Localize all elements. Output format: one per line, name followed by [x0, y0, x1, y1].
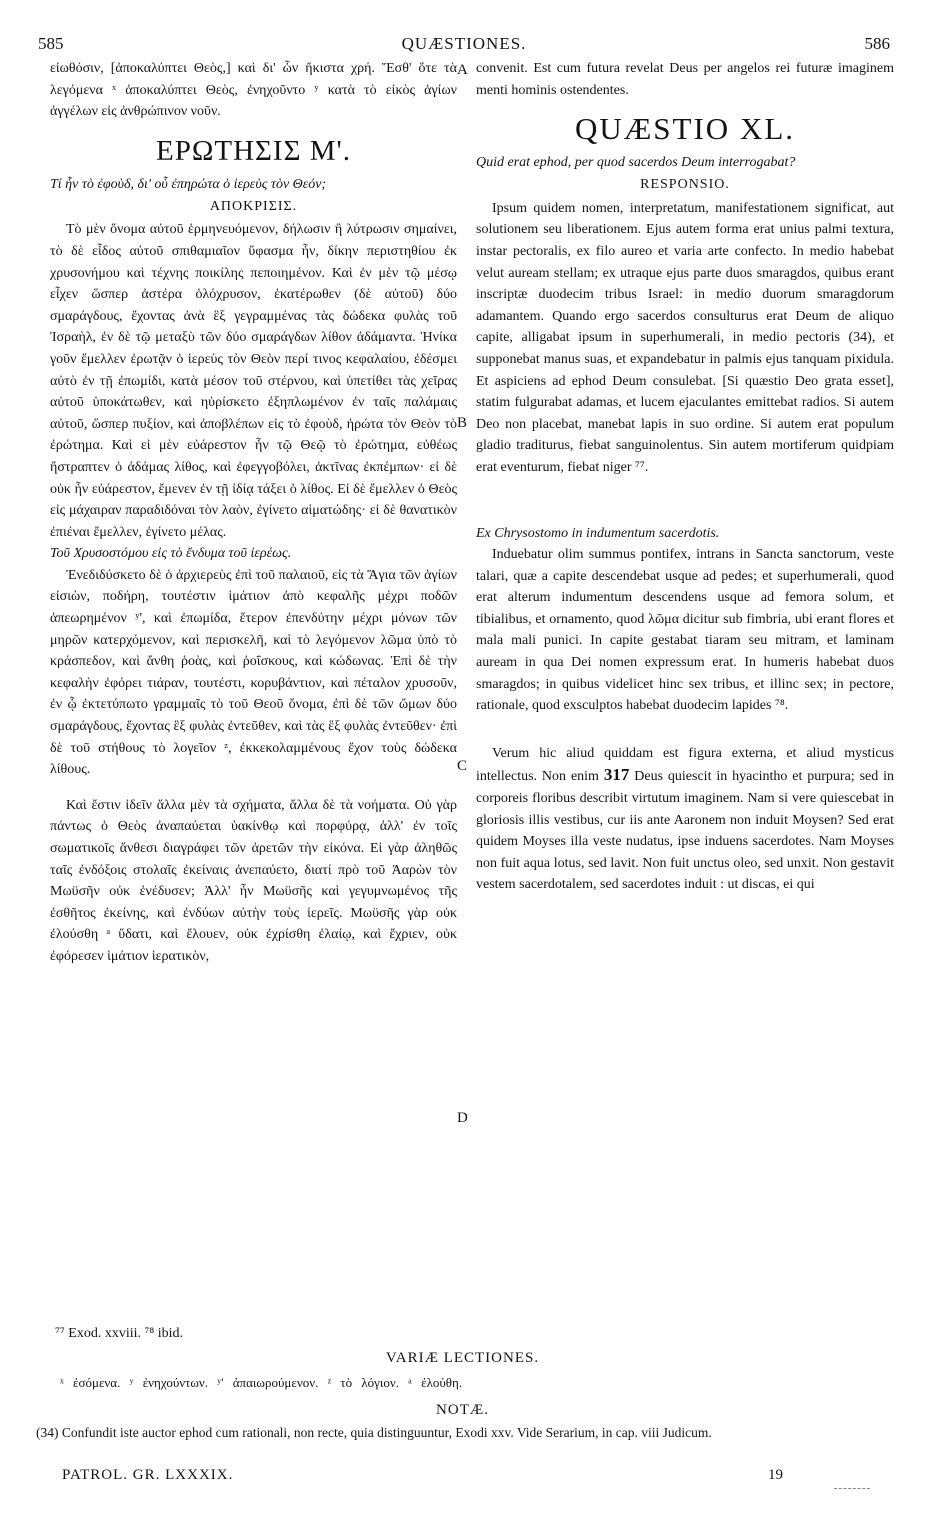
footnotes: ⁷⁷ Exod. xxviii. ⁷⁸ ibid. — [55, 1326, 184, 1341]
greek-column — [50, 58, 457, 968]
page-number-right: 586 — [864, 34, 890, 53]
margin-letter-d: D — [457, 1110, 468, 1126]
greek-question-title: ΕΡΩΤΗΣΙΣ Μ'. — [156, 134, 351, 167]
latin-question-text: Quid erat ephod, per quod sacerdos Deum interrogabat? — [476, 155, 796, 171]
latin-response-heading: RESPONSIO. — [640, 177, 730, 193]
margin-letter-b: B — [457, 415, 468, 431]
latin-chrysostom-heading: Ex Chrysostomo in indumentum sacerdotis. — [476, 525, 720, 541]
latin-final-text-b: Deus quiescit in hyacintho et purpura; sed in corporeis floribus describit virtutum imaginem. Nam si vere quiescebat in gloriosis illis vestibus, cur iis ante Aaronem non induit Moysen? Sed erat quidem Moyses illa veste nudatus, ipse induens sacerdotes. Nam Moyses non fuit aqua lotus, sed lavit. Non fuit unctus oleo, sed unxit. Non gestavit vestem sacerdotalem, sed sacerdotes induit : ut discas, ei qui — [476, 769, 895, 893]
greek-response-heading: ΑΠΟΚΡΙΣΙΣ. — [209, 198, 298, 214]
latin-final-paragraph — [476, 743, 894, 896]
latin-intro-paragraph: convenit. Est cum futura revelat Deus per angelos rei futuræ imaginem menti hominis ostendentes. — [476, 61, 894, 98]
latin-question-title: QUÆSTIO XL. — [574, 111, 796, 147]
latin-final-text-a: Verum hic aliud quiddam est figura externa, et aliud mysticus intellectus. Non enim — [476, 745, 894, 785]
column-number: 317 — [603, 765, 630, 785]
margin-letter-c: C — [457, 758, 468, 774]
latin-response-paragraph: Ipsum quidem nomen, interpretatum, manifestationem significat, aut solutionem seu liberationem. Ejus autem forma erat unius palmi textura, instar pectoralis, ex filo aureo et varia arte confecto. In medio habebat velut auream stellam; ex utraque ejus parte duos smaragdos, quibus erant inscriptæ duodecim tribus Israel: in medio duorum smaragdorum adamantem. Quando ergo sacerdos consulturus erat Deum de aliquo capite, alligabat ipsum in superhumerali, in medio pectoris (34), et supponebat manus suas, et expandebatur in palmis ejus tanquam pixidula. Et aspiciens ad ephod Deum consulebat. [Si quæstio Deo grata esset], statim fulgurabat adamas, et lucem ejaculantes emittebat radios. Si autem Deo non placebat, manebat lapis in suo ordine. Si autem erat populum gladio traditurus, fiebat sanguinolentus. Sin autem mortiferum quidpiam erat eventurum, fiebat niger ⁷⁷. — [476, 200, 894, 475]
greek-intro-paragraph: εἰωθόσιν, [ἀποκαλύπτει Θεὸς,] καὶ δι' ὧν ἤκιστα χρή. Ἔσθ' ὅτε τὰ λεγόμενα ˣ ἀποκαλύπτει Θεὸς, ἐνηχοῦντο ʸ κατὰ τὸ εἰκὸς ἁγίων ἀγγέλων εἰς ἀνθρώπινον νοῦν. — [50, 61, 457, 120]
greek-response-paragraph: Τὸ μὲν ὄνομα αὐτοῦ ἑρμηνευόμενον, δήλωσιν ἢ λύτρωσιν σημαίνει, τὸ δὲ εἶδος αὐτοῦ σπιθαμιαῖον ὕφασμα ἦν, δίκην περιστηθίου ἐκ χρυσονήμου καὶ τέχνης ποικίλης πεποιημένον. Καὶ ἐν μὲν τῷ μέσῳ εἶχεν ὥσπερ ἀστέρα ὁλόχρυσον, ἑκατέρωθεν (δὲ αὐτοῦ) δύο σμαράγδους, ἔχοντας ἀνὰ ἓξ γεγραμμένας τὰς δώδεκα φυλὰς τοῦ Ἰσραὴλ, ἐν δὲ τῷ μεταξὺ τῶν δύο σμαράγδων λίθον ἀδάμαντα. Ἡνίκα γοῦν ἔμελλεν ἐρωτᾷν ὁ ἱερεὺς τὸν Θεὸν περί τινος κεφαλαίου, ἐδέσμει αὐτὸ ἐν τῇ ἐπωμίδι, κατὰ μέσον τοῦ στέρνου, καὶ ὑπετίθει τὰς χεῖρας αὐτοῦ ὑποκάτωθεν, καὶ ηὑρίσκετο ἐξηπλωμένον ἐν ταῖς παλάμαις αὐτοῦ, ὥσπερ πυξίον, καὶ ἀποβλέπων εἰς τὸ ἐφοὺδ, ἠρώτα τὸν Θεὸν τὸ ἐρώτημα. Καὶ εἰ μὲν εὐάρεστον ἦν τῷ Θεῷ τὸ ἐρώτημα, εὐθέως ἤστραπτεν ὁ ἀδάμας λίθος, καὶ ἐφεγγοβόλει, ἀκτῖνας ἐκπέμπων· εἰ δὲ οὐκ ἦν εὐάρεστον, ἔμενεν ἐν τῇ ἰδίᾳ τάξει ὁ λίθος. Εἰ δὲ ἔμελλεν ὁ Θεὸς εἰς μάχαιραν παραδιδόναι τὸν λαὸν, ἐγίνετο αἱματώδης· εἰ δὲ θανατικὸν ἐπιέναι ἔμελλεν, ἐγίνετο μέλας. — [50, 222, 457, 540]
greek-question-text: Τί ἦν τὸ ἐφοὺδ, δι' οὗ ἐπηρώτα ὁ ἱερεὺς τὸν Θεόν; — [50, 176, 327, 192]
signature-rule — [834, 1488, 870, 1489]
notae-title: NOTÆ. — [436, 1402, 489, 1418]
variae-lectiones-title: VARIÆ LECTIONES. — [385, 1350, 540, 1366]
latin-chrysostom-paragraph: Induebatur olim summus pontifex, intrans in Sancta sanctorum, veste talari, quæ a capite descendebat usque ad pedes; et superhumerali, quod erat alterum indumentum descendens usque ad femora solum, et tibialibus, et ornamento, quod λῶμα dicitur sub fimbria, ubi erant flores et mala mali punici. In capite gestabat tiaram seu mitram, et laminam auream in qua Dei nomen expressum erat. In humeris habebat duos smaragdos; in quibus videlicet hinc sex tribus, et illinc sex; in pectore, rationale, quod exsculptos habebat duodecim lapides ⁷⁸. — [476, 547, 894, 714]
signature-number: 19 — [768, 1467, 783, 1483]
greek-chrysostom-paragraph: Ἐνεδιδύσκετο δὲ ὁ ἀρχιερεὺς ἐπὶ τοῦ παλαιοῦ, εἰς τὰ Ἅγια τῶν ἁγίων εἰσιὼν, ποδήρη, τουτέστιν ἱμάτιον ἀπὸ κεφαλῆς μέχρι ποδῶν ἀπεωρημένον ʸ', καὶ ἐπωμίδα, ἕτερον ἐπενδύτην μέχρι μόνων τῶν μηρῶν κατερχόμενον, καὶ περισκελῆ, καὶ τὸ λεγόμενον λῶμα ὑπὸ τὸ κράσπεδον, καὶ ἄνθη ῥοὰς, καὶ ῥοΐσκους, καὶ κώδωνας. Ἐπὶ δὲ τὴν κεφαλὴν ἐφόρει τιάραν, τουτέστι, κορυβάντιον, καὶ πέταλον χρυσοῦν, ἐν ᾧ ἐκτετύπωτο γραμμαῖς τὸ τοῦ Θεοῦ ὄνομα, ἐπὶ δὲ τῶν ὤμων δύο σμαράγδους, ἔχοντας ἓξ φυλὰς ἐντεῦθεν, καὶ τὰς ἓξ φυλὰς ἐντεῦθεν· ἐπὶ δὲ τοῦ στήθους τὸ λογεῖον ᶻ, ἐκκεκολαμμένους ἔχον τοὺς δώδεκα λίθους. — [50, 567, 457, 778]
page-number-left: 585 — [38, 34, 64, 53]
signature-label: PATROL. GR. LXXXIX. — [62, 1467, 234, 1483]
notae-text: (34) Confundit iste auctor ephod cum rationali, non recte, quia distinguuntur, Exodi xxv. Vide Serarium, in cap. viii Judicum. — [36, 1425, 712, 1440]
margin-letter-a: A — [457, 62, 468, 78]
latin-column — [476, 58, 894, 896]
variae-lectiones-list: ˣ ἐσόμενα. ʸ ἐνηχούντων. ʸ' ἀπαιωρούμενον. ᶻ τὸ λόγιον. ᵃ ἐλούθη. — [60, 1375, 463, 1390]
running-head — [38, 34, 890, 58]
greek-final-paragraph: Καὶ ἔστιν ἰδεῖν ἄλλα μὲν τὰ σχήματα, ἄλλα δὲ τὰ νοήματα. Οὐ γὰρ πάντως ὁ Θεὸς ἀναπαύεται ὑακίνθῳ καὶ πορφύρᾳ, ἀλλ' ἐν τοῖς σωματικοῖς ἄνθεσι διαγράφει τῶν ἀρετῶν τὴν εἰκόνα. Εἰ γὰρ ἀληθῶς ταῖς ἐνδόξοις στολαῖς ἐκείναις ἀνεπαύετο, διατί πρὸ τοῦ Ἀαρὼν τὸν Μωϋσῆν οὐκ ἐνέδυσεν; Ἀλλ' ἦν Μωϋσῆς καὶ γεγυμνωμένος τῆς ἐσθῆτος ἐκείνης, καὶ ἐνδύων αὐτὴν τοὺς ἱερεῖς. Μωϋσῆς γὰρ οὐκ ἐλούσθη ᵃ ὕδατι, καὶ ἔλουεν, οὐκ ἐχρίσθη ἐλαίῳ, καὶ ἔχριεν, οὐκ ἐφόρεσεν ἱμάτιον ἱερατικὸν, — [50, 797, 457, 964]
running-title: QUÆSTIONES. — [401, 34, 527, 53]
greek-chrysostom-heading: Τοῦ Χρυσοστόμου εἰς τὸ ἔνδυμα τοῦ ἱερέως. — [50, 546, 292, 562]
latin-gap — [476, 479, 894, 523]
